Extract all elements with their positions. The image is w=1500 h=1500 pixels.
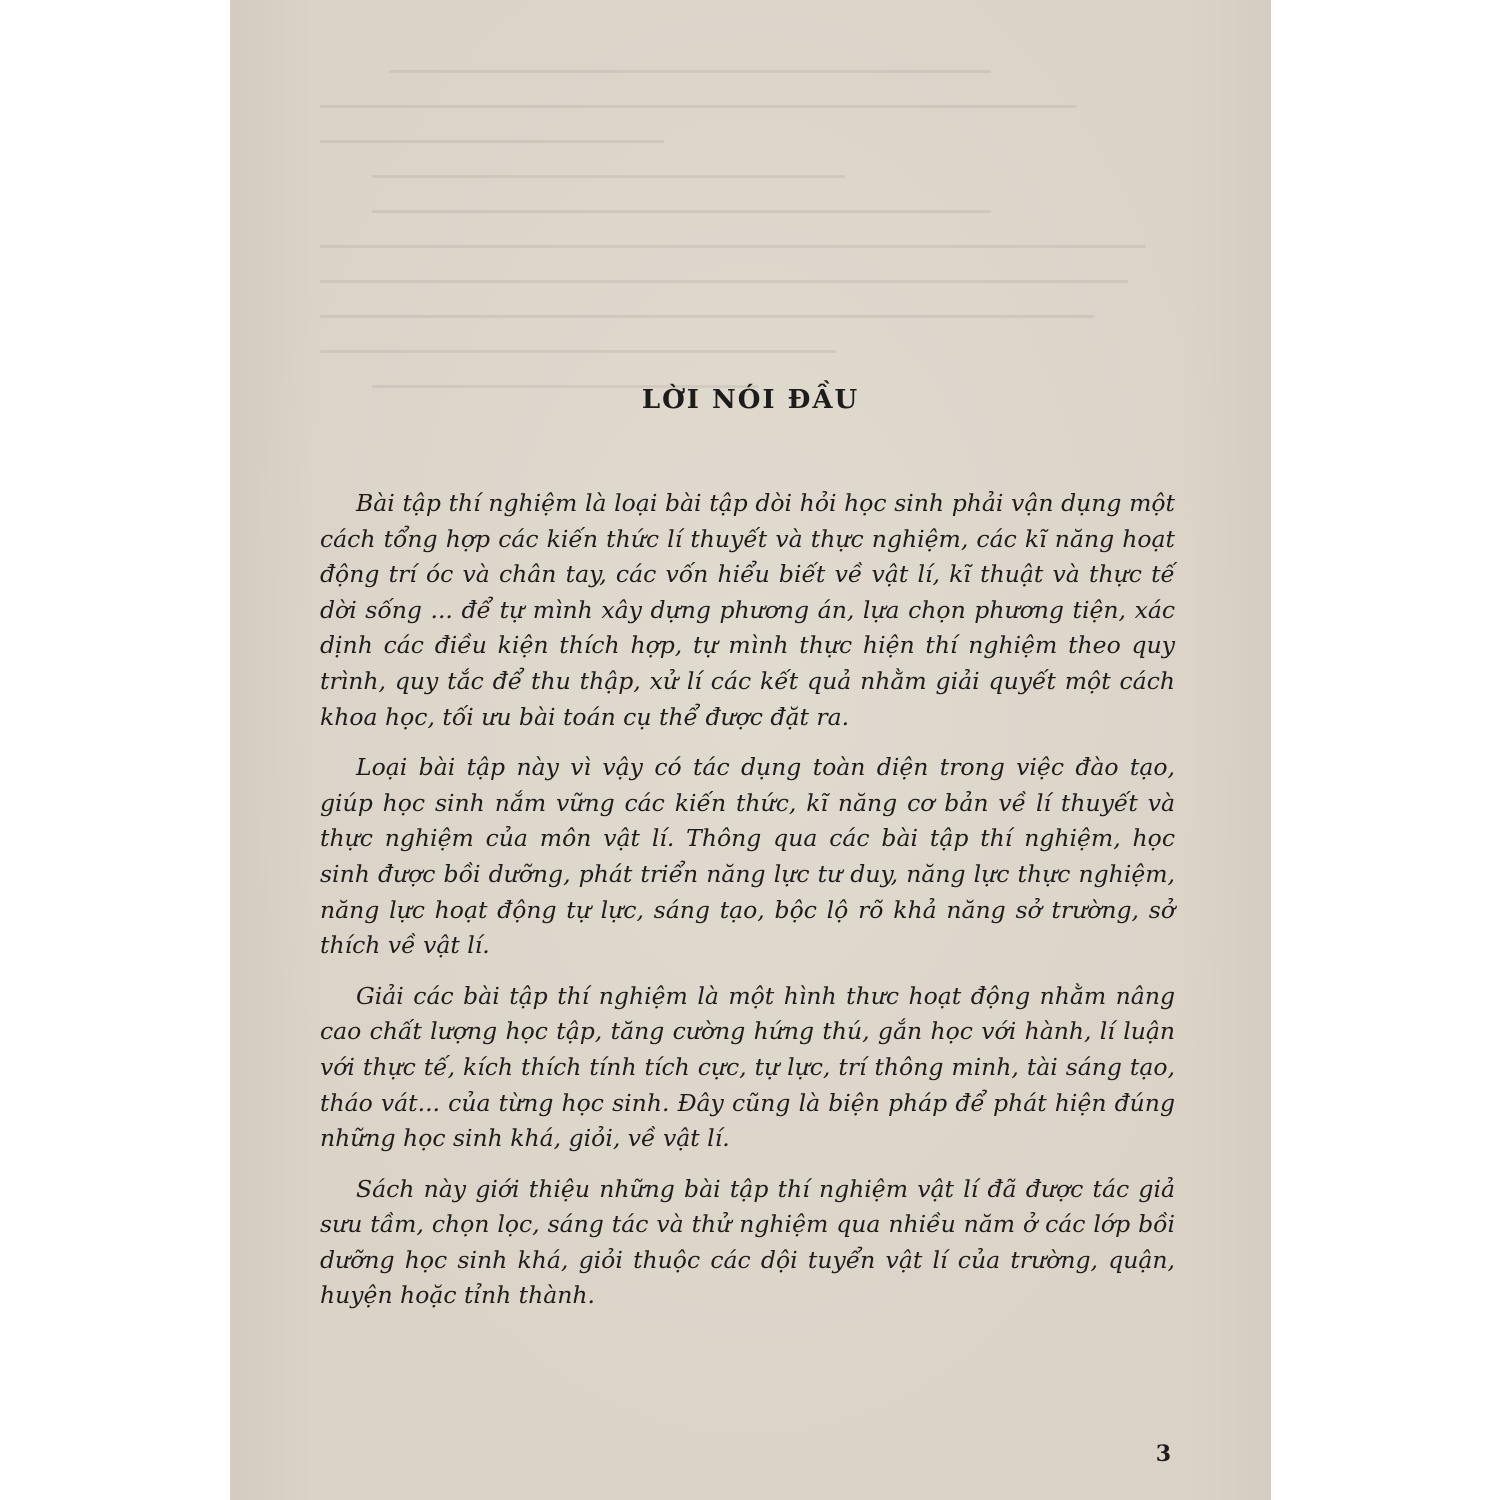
paragraph-4: Sách này giới thiệu những bài tập thí nghiệm vật lí đã được tác giả sưu tầm, chọn lọc, sáng tác và thử nghiệm qua nhiều năm ở các lớp bồi dưỡng học sinh khá, giỏi thuộc các dội tuyển vật lí của trường, quận, huyện hoặc tỉnh thành. xyxy=(320,1174,1175,1310)
page-title: LỜI NÓI ĐẦU xyxy=(641,385,860,416)
paragraph-3: Giải các bài tập thí nghiệm là một hình thưc hoạt động nhằm nâng cao chất lượng học tập, tăng cường hứng thú, gắn học với hành, lí luận với thực tế, kích thích tính tích cực, tự lực, trí thông minh, tài sáng tạo, tháo vát... của từng học sinh. Đây cũng là biện pháp để phát hiện đúng những học sinh khá, giỏi, về vật lí. xyxy=(320,981,1175,1153)
paragraph-2: Loại bài tập này vì vậy có tác dụng toàn diện trong việc đào tạo, giúp học sinh nắm vững các kiến thức, kĩ năng cơ bản về lí thuyết và thực nghiệm của môn vật lí. Thông qua các bài tập thí nghiệm, học sinh được bồi dưỡng, phát triển năng lực tư duy, năng lực thực nghiệm, năng lực hoạt động tự lực, sáng tạo, bộc lộ rõ khả năng sở trường, sở thích về vật lí. xyxy=(320,753,1175,960)
preface-body xyxy=(320,486,1175,1329)
page-number: 3 xyxy=(1155,1441,1171,1467)
paragraph-1: Bài tập thí nghiệm là loại bài tập dòi hỏi học sinh phải vận dụng một cách tổng hợp các kiến thức lí thuyết và thực nghiệm, các kĩ năng hoạt động trí óc và chân tay, các vốn hiểu biết về vật lí, kĩ thuật và thực tế dời sống ... để tự mình xây dựng phương án, lựa chọn phương tiện, xác dịnh các điều kiện thích hợp, tự mình thực hiện thí nghiệm theo quy trình, quy tắc để thu thập, xử lí các kết quả nhằm giải quyết một cách khoa học, tối ưu bài toán cụ thể được đặt ra. xyxy=(320,489,1175,731)
